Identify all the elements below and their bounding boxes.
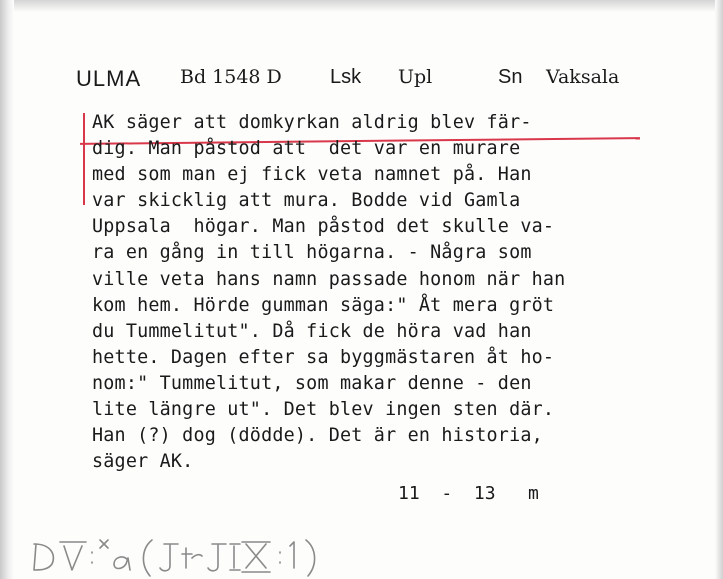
- transcript-line: var skicklig att mura. Bodde vid Gamla: [92, 190, 521, 212]
- volume-number: Bd 1548 D: [180, 66, 282, 88]
- card-top-edge: [0, 0, 723, 12]
- transcript-line: kom hem. Hörde gumman säga:" Åt mera gröt: [92, 294, 555, 316]
- transcript-line: nom:" Tummelitut, som makar denne - den: [92, 372, 532, 394]
- transcript-line: Han (?) dog (dödde). Det är en historia,: [92, 425, 543, 447]
- transcript-line: ville veta hans namn passade honom när han: [92, 268, 566, 290]
- province-name: Upl: [398, 66, 433, 88]
- parish-name: Vaksala: [546, 66, 620, 88]
- card-header: [76, 66, 676, 98]
- transcript-line: dig. Man påstod att det var en murare: [92, 138, 521, 160]
- lsk-label: Lsk: [330, 66, 362, 88]
- red-margin-mark: [83, 113, 85, 205]
- parish-label: Sn: [498, 66, 523, 88]
- transcript-line: säger AK.: [92, 451, 194, 473]
- transcript-line: hette. Dagen efter sa byggmästaren åt ho-: [92, 346, 555, 368]
- transcript-body: [92, 110, 692, 475]
- transcript-line: du Tummelitut". Då fick de höra vad han: [92, 320, 532, 342]
- transcript-line: med som man ej fick veta namnet på. Han: [92, 164, 532, 186]
- page-range: 11 - 13 m: [398, 483, 539, 504]
- transcript-line: AK säger att domkyrkan aldrig blev fär-: [92, 112, 532, 133]
- card-left-edge: [0, 0, 14, 579]
- transcript-line: lite längre ut". Det blev ingen sten där.: [92, 399, 555, 421]
- card-right-edge: [715, 0, 723, 579]
- transcript-line: Uppsala högar. Man påstod det skulle va-: [92, 216, 555, 238]
- handwritten-reference: [30, 534, 350, 578]
- collection-code: ULMA: [76, 66, 142, 91]
- transcript-line: ra en gång in till högarna. - Några som: [92, 242, 532, 264]
